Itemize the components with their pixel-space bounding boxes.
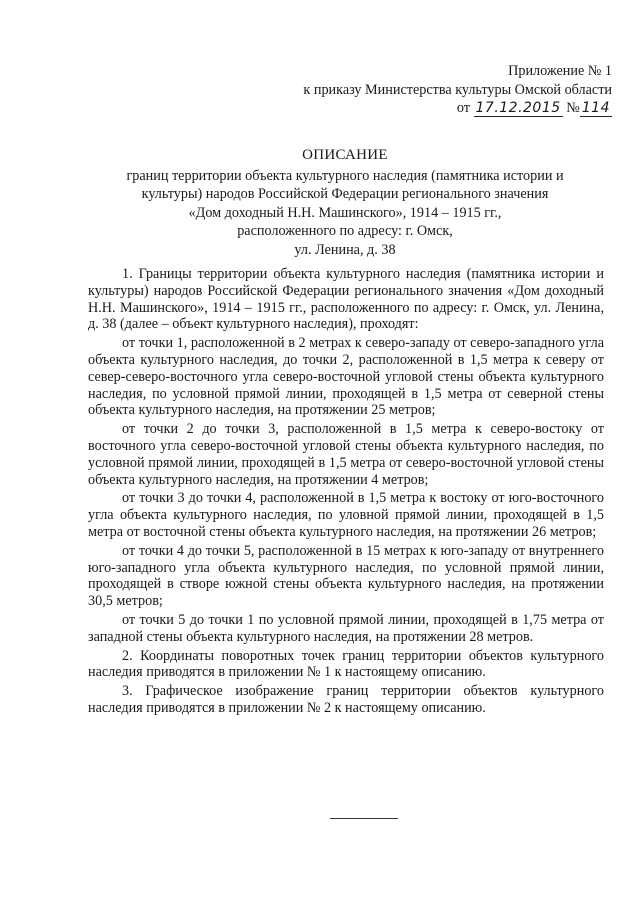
title-line-3: «Дом доходный Н.Н. Машинского», 1914 – 1915 гг., [188, 204, 502, 221]
appendix-order-ref: к приказу Министерства культуры Омской области [303, 81, 612, 98]
paragraph-point-4-5: от точки 4 до точки 5, расположенной в 15 метрах к юго-западу от внутреннего юго-западного угла объекта культурного наследия, по условной прямой линии, проходящей в створе южной стены объекта культурного наследия, на протяжении 30,5 метров; [88, 542, 604, 610]
title-line-1: границ территории объекта культурного наследия (памятника истории и [126, 167, 564, 184]
document-body [88, 266, 604, 719]
paragraph-point-3-4: от точки 3 до точки 4, расположенной в 1,5 метра к востоку от юго-восточного угла объекта культурного наследия, по уловной прямой линии, проходящей в 1,5 метра от восточной стены объекта культурного наследия, на протяжении 26 метров; [88, 490, 604, 540]
appendix-date-number [303, 99, 612, 118]
paragraph-point-5-1: от точки 5 до точки 1 по условной прямой линии, проходящей в 1,75 метра от западной стены объекта культурного наследия, на протяжении 28 метров. [88, 611, 604, 645]
title-line-4: расположенного по адресу: г. Омск, [237, 223, 453, 240]
title-line-2: культуры) народов Российской Федерации регионального значения [141, 186, 549, 203]
end-divider [330, 818, 398, 819]
paragraph-3: 3. Графическое изображение границ территории объектов культурного наследия приводятся в приложении № 2 к настоящему описанию. [88, 683, 604, 716]
paragraph-1: 1. Границы территории объекта культурного наследия (памятника истории и культуры) народов Российской Федерации регионального значения «Дом доходный Н.Н. Машинского», 1914 – 1915 гг., расположенного по адресу: г. Омск, ул. Ленина, д. 38 (далее – объект культурного наследия), проходят: [88, 266, 604, 333]
appendix-title: Приложение № 1 [508, 63, 612, 79]
paragraph-point-1-2: от точки 1, расположенной в 2 метрах к северо-западу от северо-западного угла объекта культурного наследия, до точки 2, расположенной в 1,5 метра к северу от север-северо-восточного угла северо-восточной угловой стены объекта культурного наследия, по условной прямой линии, проходящей в 1,5 метра от северной стены объекта культурного наследия, на протяжении 25 метров; [88, 335, 604, 419]
appendix-header [303, 62, 612, 118]
date-prefix: от [456, 100, 470, 116]
handwritten-date: 17.12.2015 [475, 100, 561, 116]
document-title [70, 146, 620, 260]
title-heading: ОПИСАНИЕ [302, 147, 388, 163]
paragraph-point-2-3: от точки 2 до точки 3, расположенной в 1,5 метра к северо-востоку от восточного угла северо-восточной угловой стены объекта культурного наследия, по условной прямой линии, проходящей в 1,5 метра от северо-восточной угловой стены объекта культурного наследия, на протяжении 4 метров; [88, 421, 604, 488]
paragraph-2: 2. Координаты поворотных точек границ территории объектов культурного наследия приводятся в приложении № 1 к настоящему описанию. [88, 647, 604, 681]
title-line-5: ул. Ленина, д. 38 [294, 241, 396, 258]
number-prefix: № [566, 100, 580, 116]
handwritten-number: 114 [581, 100, 610, 116]
